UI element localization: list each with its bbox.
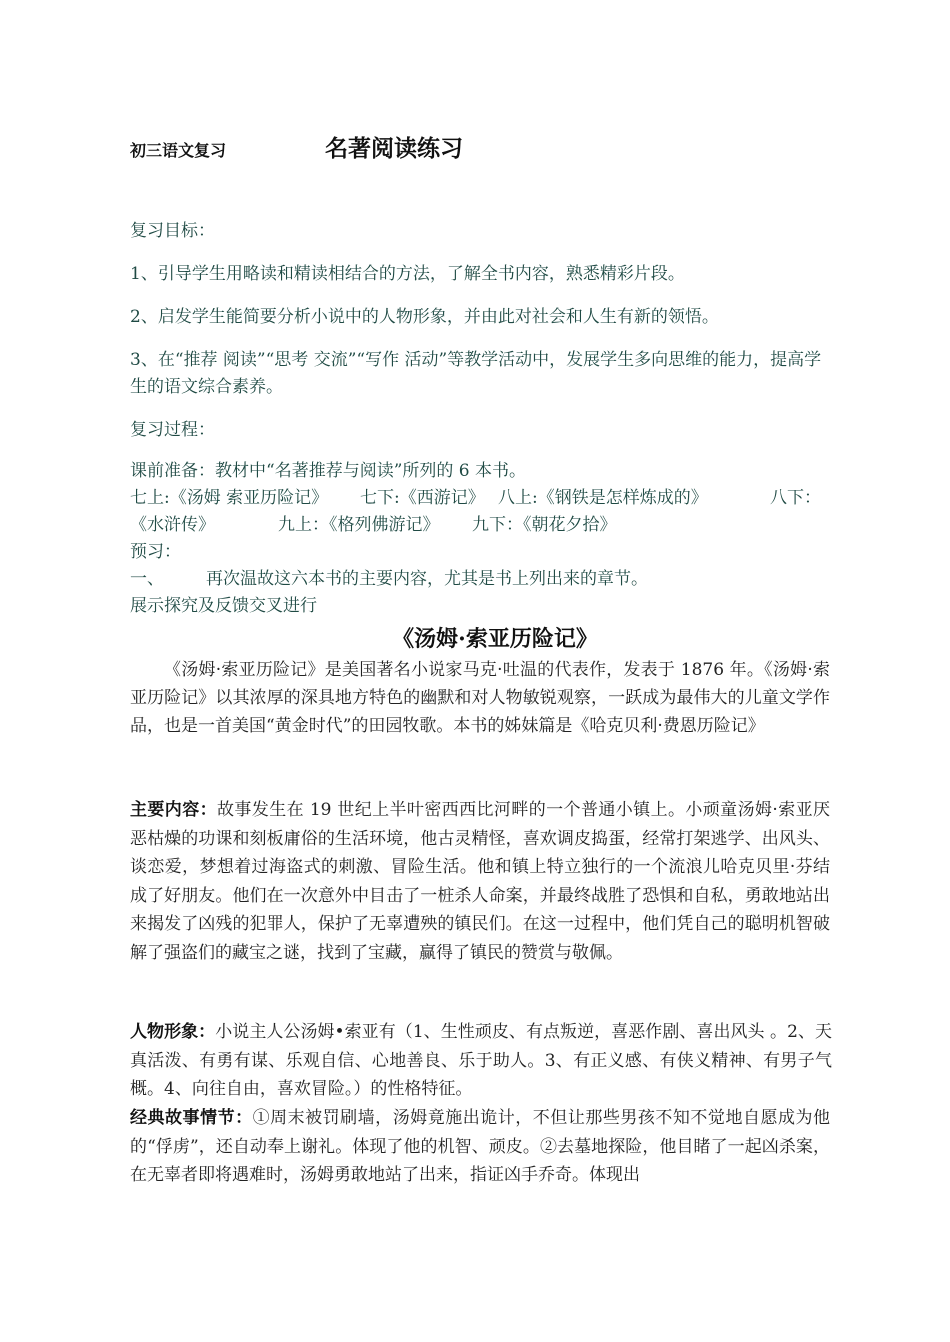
- book-list-row-2: [130, 512, 850, 539]
- character-section: [130, 1018, 832, 1104]
- goal-item: 1、引导学生用略读和精读相结合的方法，了解全书内容，熟悉精彩片段。: [130, 264, 685, 284]
- goal-item: 2、启发学生能简要分析小说中的人物形象，并由此对社会和人生有新的领悟。: [130, 307, 719, 327]
- main-content-section: [130, 796, 830, 967]
- process-heading: 复习过程：: [130, 420, 215, 440]
- review-goals: [130, 218, 830, 444]
- preview-item: [130, 566, 850, 593]
- character-text: 小说主人公汤姆•索亚有（1、生性顽皮、有点叛逆，喜恶作剧、喜出风头 。2、天真活泼、有勇有谋、乐观自信、心地善良、乐于助人。3、有正义感、有侠义精神、有男子气概。4、向往自由，喜欢冒险。）的性格特征。: [130, 1022, 833, 1099]
- page-header: [130, 130, 830, 170]
- book-item: 七下:《西游记》: [360, 488, 485, 508]
- display-line: 展示探究及反馈交叉进行: [130, 596, 317, 616]
- plot-text: ①周末被罚刷墙，汤姆竟施出诡计，不但让那些男孩不知不觉地自愿成为他的“俘虏”，还自动奉上谢礼。体现了他的机智、顽皮。②去墓地探险，他目睹了一起凶杀案，在无辜者即将遇难时，汤姆勇敢地站了出来，指证凶手乔奇。体现出: [130, 1108, 831, 1185]
- book-item: 八上:《钢铁是怎样炼成的》: [498, 488, 708, 508]
- goals-heading: 复习目标：: [130, 221, 215, 241]
- page-title: 名著阅读练习: [325, 135, 463, 162]
- book-list-row-1: [130, 485, 850, 512]
- novel-intro: 《汤姆·索亚历险记》是美国著名小说家马克·吐温的代表作，发表于 1876 年。《汤姆·索亚历险记》以其浓厚的深具地方特色的幽默和对人物敏锐观察，一跃成为最伟大的儿童文学作品，也是一首美国“黄金时代”的田园牧歌。本书的姊妹篇是《哈克贝利·费恩历险记》: [130, 660, 830, 736]
- prep-line: 课前准备：教材中“名著推荐与阅读”所列的 6 本书。: [130, 461, 527, 481]
- book-item: 《水浒传》: [130, 515, 215, 535]
- preview-label: 预习：: [130, 542, 181, 562]
- novel-title: 《汤姆·索亚历险记》: [392, 626, 598, 652]
- document-page: [130, 0, 833, 1342]
- preview-number: 一、: [130, 569, 164, 589]
- page-subtitle: 初三语文复习: [130, 141, 227, 160]
- plot-label: 经典故事情节：: [130, 1108, 253, 1128]
- book-item: 八下：: [770, 488, 821, 508]
- goal-item: 3、在“推荐 阅读”“思考 交流”“写作 活动”等教学活动中，发展学生多向思维的能力，提高学生的语文综合素养。: [130, 350, 822, 397]
- main-content-text: 故事发生在 19 世纪上半叶密西西比河畔的一个普通小镇上。小顽童汤姆·索亚厌恶枯燥的功课和刻板庸俗的生活环境，他古灵精怪，喜欢调皮捣蛋，经常打架逃学、出风头、谈恋爱，梦想着过海盗式的刺激、冒险生活。他和镇上特立独行的一个流浪儿哈克贝里·芬结成了好朋友。他们在一次意外中目击了一桩杀人命案，并最终战胜了恐惧和自私，勇敢地站出来揭发了凶残的犯罪人，保护了无辜遭殃的镇民们。在这一过程中，他们凭自己的聪明机智破解了强盗们的藏宝之谜，找到了宝藏，赢得了镇民的赞赏与敬佩。: [130, 800, 831, 963]
- preview-text: 再次温故这六本书的主要内容，尤其是书上列出来的章节。: [206, 569, 648, 589]
- main-content-label: 主要内容：: [130, 800, 218, 820]
- book-item: 九上：《格列佛游记》: [278, 515, 440, 535]
- review-process: [130, 458, 850, 620]
- book-item: 七上:《汤姆 索亚历险记》: [130, 488, 329, 508]
- character-label: 人物形象：: [130, 1022, 216, 1042]
- plot-section: [130, 1104, 830, 1190]
- book-item: 九下：《朝花夕拾》: [472, 515, 617, 535]
